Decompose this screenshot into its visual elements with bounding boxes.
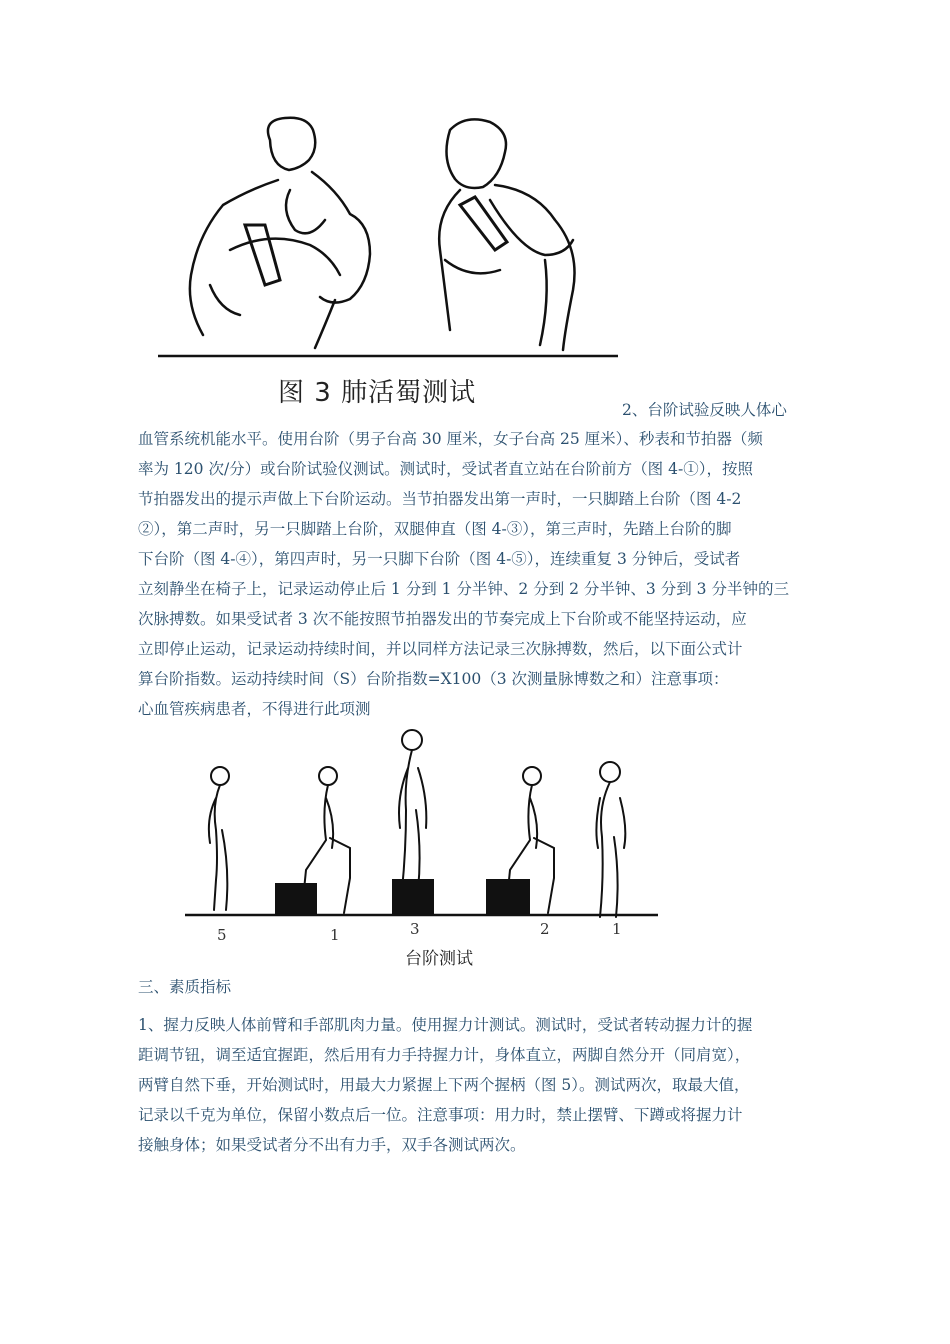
text-line: 率为 120 次/分）或台阶试验仪测试。测试时，受试者直立站在台阶前方（图 4-①），按照 [138,460,753,478]
spirometer-test-illustration [150,110,625,362]
section2-first-line: 2、台阶试验反映人体心 [622,401,787,419]
text-line: 节拍器发出的提示声做上下台阶运动。当节拍器发出第一声时，一只脚踏上台阶（图 4-2 [138,490,742,508]
figure1-caption: 图 3 肺活蜀测试 [278,378,477,408]
section3-body [138,1010,818,1160]
text-line: 血管系统机能水平。使用台阶（男子台高 30 厘米，女子台高 25 厘米）、秒表和节拍器（频 [138,430,763,448]
figure2-caption: 台阶测试 [405,949,473,969]
step-label: 1 [612,920,622,938]
section2-body [138,424,818,724]
text-line: 立即停止运动，记录运动持续时间，并以同样方法记录三次脉搏数，然后，以下面公式计 [138,640,743,658]
text-line: 次脉搏数。如果受试者 3 次不能按照节拍器发出的节奏完成上下台阶或不能坚持运动，应 [138,610,747,628]
text-line: 下台阶（图 4-④），第四声时，另一只脚下台阶（图 4-⑤），连续重复 3 分钟后，受试者 [138,550,741,568]
text-line: 心血管疾病患者，不得进行此项测 [138,700,371,718]
text-line: 接触身体；如果受试者分不出有力手，双手各测试两次。 [138,1136,526,1154]
text-line: 1、握力反映人体前臂和手部肌肉力量。使用握力计测试。测试时，受试者转动握力计的握 [138,1016,753,1034]
text-line: 立刻静坐在椅子上，记录运动停止后 1 分到 1 分半钟、2 分到 2 分半钟、3 分到 3 分半钟的三 [138,580,789,598]
text-line: 两臂自然下垂，开始测试时，用最大力紧握上下两个握柄（图 5）。测试两次，取最大值， [138,1076,750,1094]
section3-title: 三、素质指标 [138,978,232,996]
text-line: 记录以千克为单位，保留小数点后一位。注意事项：用力时，禁止摆臂、下蹲或将握力计 [138,1106,743,1124]
step-test-illustration [180,728,660,948]
step-label: 1 [330,926,340,944]
text-line: 算台阶指数。运动持续时间（S）台阶指数=X100（3 次测量脉博数之和）注意事项： [138,670,729,688]
step-label: 3 [410,920,420,938]
text-line: 距调节钮，调至适宜握距，然后用有力手持握力计，身体直立，两脚自然分开（同肩宽）， [138,1046,751,1064]
step-label: 2 [540,920,550,938]
text-line: ②），第二声时，另一只脚踏上台阶，双腿伸直（图 4-③），第三声时，先踏上台阶的脚 [138,520,732,538]
step-label: 5 [217,926,227,944]
